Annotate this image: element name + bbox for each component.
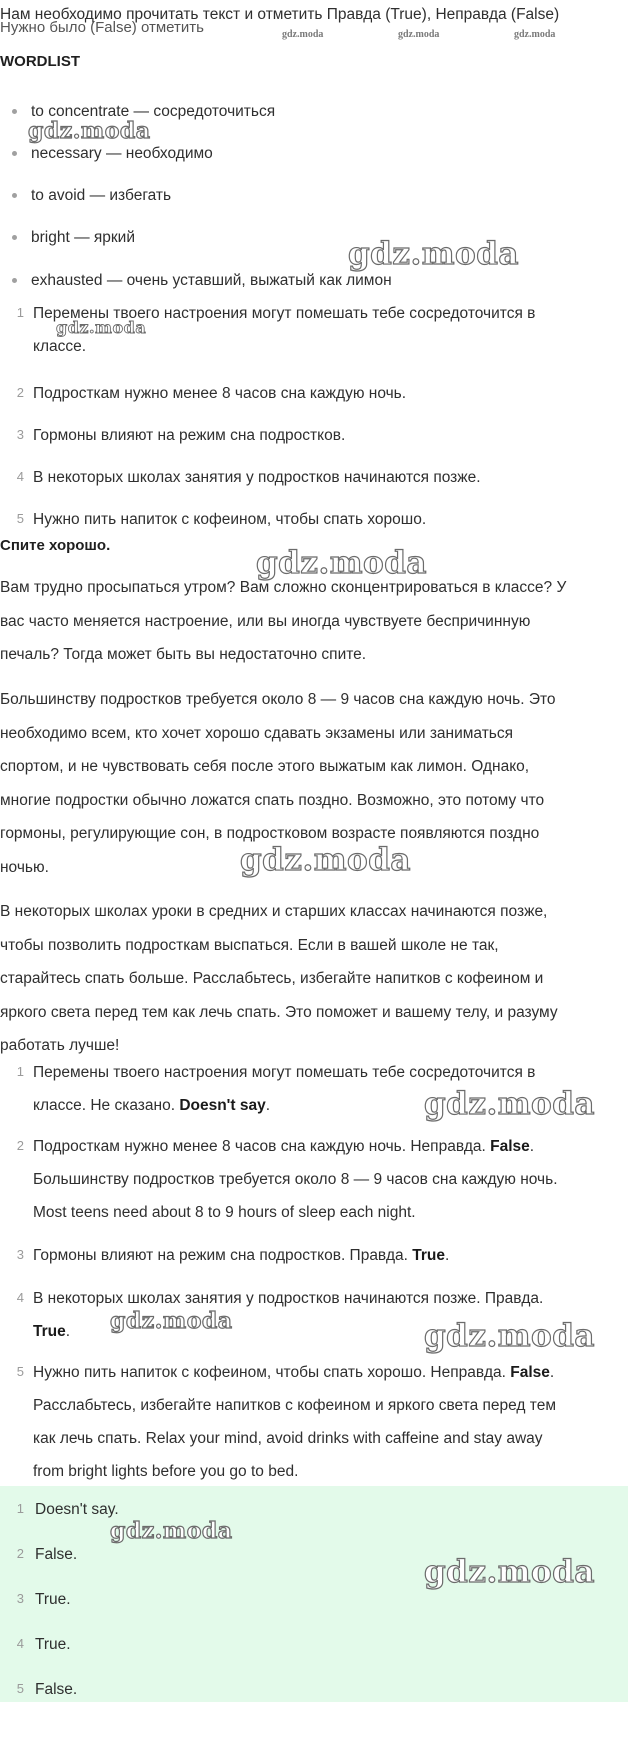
- text-title: Спите хорошо.: [0, 537, 111, 554]
- bullet-icon: [12, 235, 17, 240]
- watermark: gdz.moda: [256, 545, 427, 581]
- statement-number: 3: [16, 427, 24, 442]
- answer-number: 1: [16, 1501, 24, 1516]
- solution-number: 2: [16, 1138, 24, 1153]
- paragraph: Большинству подростков требуется около 8 — 9 часов сна каждую ночь. Это необходимо всем, кто хочет хорошо сдавать экзамены или заниматься спортом, и не чувствовать себя после этого выжатым как лимон. Однако, многие подростки обычно ложатся спать поздно. Возможно, это потому что гормоны, регулирующие сон, в подростковом возрасте появляются поздно ночью.: [0, 691, 556, 876]
- watermark: gdz.moda: [398, 29, 440, 40]
- watermark: gdz.moda: [110, 1518, 233, 1544]
- statement-number: 2: [16, 385, 24, 400]
- bullet-icon: [12, 109, 17, 114]
- watermark: gdz.moda: [424, 1086, 595, 1122]
- wordlist-item: to concentrate — сосредоточиться: [12, 103, 275, 121]
- statement-text: Нужно пить напиток с кофеином, чтобы спать хорошо.: [33, 511, 427, 528]
- wordlist-item: bright — яркий: [12, 229, 135, 247]
- task-intro-cut-line: [0, 19, 240, 36]
- wordlist-item: to avoid — избегать: [12, 187, 171, 205]
- statement-number: 4: [16, 469, 24, 484]
- watermark: gdz.moda: [348, 236, 519, 272]
- watermark: gdz.moda: [110, 1308, 233, 1334]
- bullet-icon: [12, 151, 17, 156]
- task-intro-cut-text: Нужно было (False) отметить: [0, 19, 204, 36]
- solution-number: 1: [16, 1064, 24, 1079]
- answer-text: True.: [35, 1636, 71, 1653]
- watermark: gdz.moda: [282, 29, 324, 40]
- solution-text: Гормоны влияют на режим сна подростков. Правда. True.: [33, 1247, 450, 1264]
- paragraph: В некоторых школах уроки в средних и старших классах начинаются позже, чтобы позволить подросткам выспаться. Если в вашей школе не так, старайтесь спать больше. Расслабьтесь, избегайте напитков с кофеином и яркого света перед тем как лечь спать. Это поможет и вашему телу, и разуму работать лучше!: [0, 903, 558, 1054]
- solution-text: Нужно пить напиток с кофеином, чтобы спать хорошо. Неправда. False. Расслабьтесь, избегайте напитков с кофеином и яркого света перед тем как лечь спать. Relax your mind, avoid drinks with caffeine and stay away from bright lights before you go to bed.: [33, 1364, 556, 1480]
- solution-text: В некоторых школах занятия у подростков начинаются позже. Правда. True.: [33, 1290, 544, 1340]
- answer-text: True.: [35, 1591, 71, 1608]
- answer-text: False.: [35, 1546, 78, 1563]
- statement-text: Перемены твоего настроения могут помешать тебе сосредоточится в классе.: [33, 305, 536, 355]
- watermark: gdz.moda: [424, 1554, 595, 1590]
- statement-number: 5: [16, 511, 24, 526]
- answer-number: 3: [16, 1591, 24, 1606]
- task-intro: Нам необходимо прочитать текст и отметить Правда (True), Неправда (False): [0, 6, 560, 23]
- paragraph: Вам трудно просыпаться утром? Вам сложно сконцентрироваться в классе? У вас часто меняется настроение, или вы иногда чувствуете беспричинную печаль? Тогда может быть вы недостаточно спите.: [0, 579, 567, 663]
- answer-number: 5: [16, 1681, 24, 1696]
- answer-number: 2: [16, 1546, 24, 1561]
- solution-text: Перемены твоего настроения могут помешать тебе сосредоточится в классе. Не сказано. Doesn't say.: [33, 1064, 536, 1114]
- statement-text: Гормоны влияют на режим сна подростков.: [33, 427, 346, 444]
- watermark: gdz.moda: [28, 118, 151, 144]
- watermark: gdz.moda: [240, 842, 411, 878]
- watermark: gdz.moda: [424, 1318, 595, 1354]
- statement-number: 1: [16, 305, 24, 320]
- wordlist-title: WORDLIST: [0, 53, 80, 70]
- solution-number: 4: [16, 1290, 24, 1305]
- bullet-icon: [12, 278, 17, 283]
- statement-text: Подросткам нужно менее 8 часов сна каждую ночь.: [33, 385, 407, 402]
- watermark: gdz.moda: [514, 29, 556, 40]
- answer-number: 4: [16, 1636, 24, 1651]
- wordlist-item: necessary — необходимо: [12, 145, 213, 163]
- watermark: gdz.moda: [56, 318, 147, 337]
- answer-text: False.: [35, 1681, 78, 1698]
- answer-text: Doesn't say.: [35, 1501, 119, 1518]
- solution-number: 5: [16, 1364, 24, 1379]
- solution-number: 3: [16, 1247, 24, 1262]
- solution-text: Подросткам нужно менее 8 часов сна каждую ночь. Неправда. False. Большинству подростков требуется около 8 — 9 часов сна каждую ночь. Most teens need about 8 to 9 hours of sleep each night.: [33, 1138, 558, 1221]
- wordlist-item: exhausted — очень уставший, выжатый как лимон: [12, 272, 392, 290]
- statement-text: В некоторых школах занятия у подростков начинаются позже.: [33, 469, 481, 486]
- bullet-icon: [12, 193, 17, 198]
